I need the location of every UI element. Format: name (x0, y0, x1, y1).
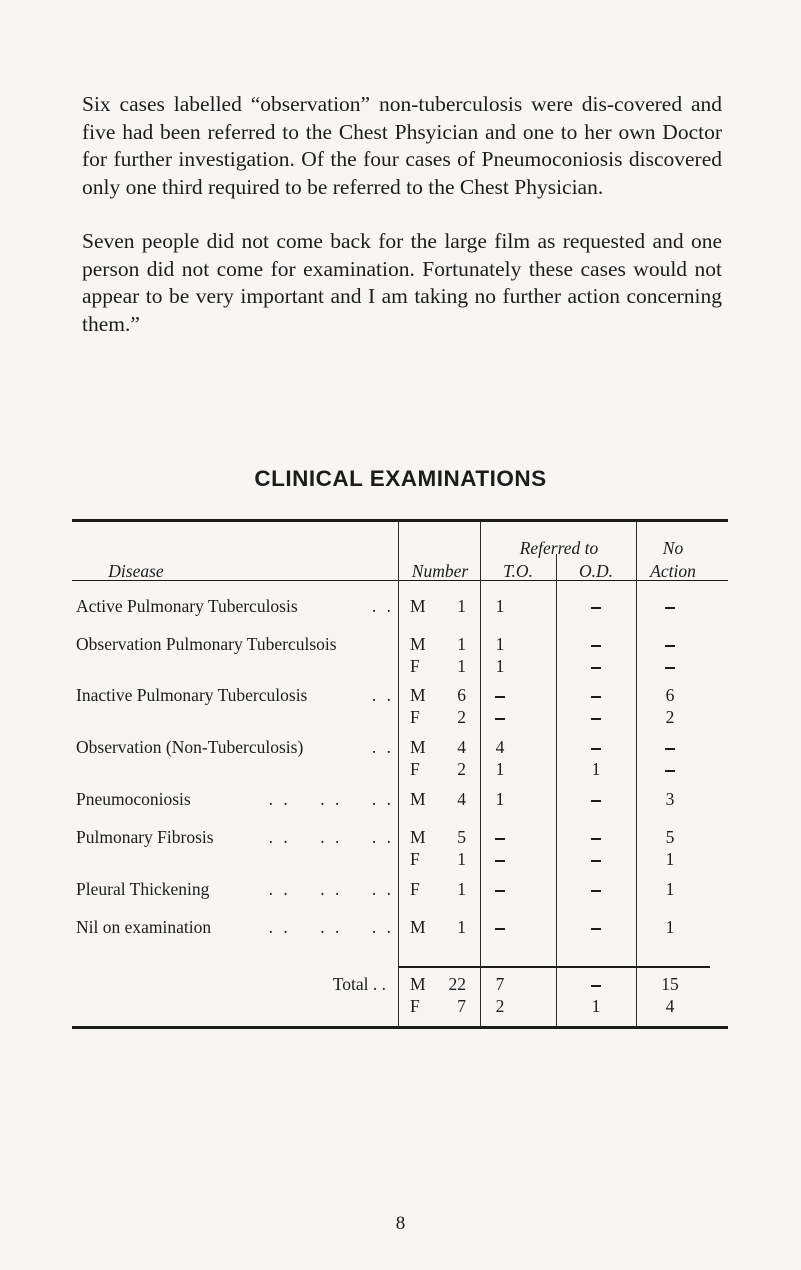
dash-mark (591, 838, 601, 840)
row-sex: M (410, 596, 426, 616)
total-no-action: 15 (661, 974, 679, 994)
header-referred-to: Referred to (519, 538, 599, 558)
row-referred-od (566, 915, 626, 939)
row-number: 1 (457, 917, 466, 937)
row-referred-to: 1 (495, 789, 505, 809)
row-referred-to: 1 (495, 656, 505, 676)
row-referred-od (566, 735, 626, 759)
dot-leader: . . (371, 596, 394, 616)
row-no-action (640, 757, 700, 781)
row-referred-od (566, 847, 626, 871)
dash-mark (495, 718, 505, 720)
dot-leader: . . (371, 685, 394, 705)
total-number: 7 (457, 996, 466, 1016)
row-sex: F (410, 759, 420, 779)
dash-mark (495, 928, 505, 930)
dash-mark (495, 838, 505, 840)
header-to: T.O. (503, 561, 533, 581)
header-number: Number (411, 561, 469, 581)
header-no-action-line1: No (662, 538, 684, 558)
row-referred-od (566, 632, 626, 656)
column-divider-od (556, 554, 557, 1026)
header-no-action-line2: Action (650, 561, 696, 581)
row-referred-od (566, 877, 626, 901)
row-referred-to: 4 (495, 737, 505, 757)
dot-leader: . . . . . . (268, 789, 394, 809)
total-no-action: 4 (665, 996, 675, 1016)
row-number: 1 (457, 596, 466, 616)
section-heading: CLINICAL EXAMINATIONS (254, 466, 547, 491)
dot-leader: . . . . . . (268, 879, 394, 899)
dash-mark (591, 860, 601, 862)
row-number: 2 (457, 707, 466, 727)
row-sex: F (410, 707, 420, 727)
dash-mark (495, 890, 505, 892)
dash-mark (591, 667, 601, 669)
row-referred-od (566, 683, 626, 707)
dash-mark (591, 748, 601, 750)
dot-leader: . . . . . . (268, 827, 394, 847)
column-divider-no-action (636, 521, 637, 1027)
dash-mark (591, 607, 601, 609)
row-sex: M (410, 827, 426, 847)
row-sex: M (410, 917, 426, 937)
dash-mark (591, 890, 601, 892)
row-sex: F (410, 849, 420, 869)
row-no-action: 3 (665, 789, 675, 809)
row-number: 1 (457, 656, 466, 676)
dot-leader: . . . . . . (268, 917, 394, 937)
total-label: Total . . (332, 974, 386, 994)
row-referred-od (566, 705, 626, 729)
total-referred-od (566, 972, 626, 996)
row-referred-to: 1 (495, 634, 505, 654)
dash-mark (591, 928, 601, 930)
row-number: 4 (457, 789, 466, 809)
row-number: 1 (457, 634, 466, 654)
total-number: 22 (448, 974, 466, 994)
row-no-action: 1 (665, 849, 675, 869)
dash-mark (665, 748, 675, 750)
row-number: 5 (457, 827, 466, 847)
row-sex: F (410, 879, 420, 899)
dash-mark (665, 667, 675, 669)
row-referred-od (566, 787, 626, 811)
total-sex: M (410, 974, 426, 994)
disease-label: Observation Pulmonary Tuberculsois (76, 634, 337, 654)
dash-mark (591, 645, 601, 647)
total-referred-to: 2 (495, 996, 505, 1016)
total-referred-to: 7 (495, 974, 505, 994)
row-no-action (640, 735, 700, 759)
dash-mark (495, 696, 505, 698)
row-referred-od (566, 654, 626, 678)
disease-label: Pleural Thickening . . . . . . (76, 879, 394, 899)
row-referred-to (470, 683, 530, 707)
row-sex: M (410, 634, 426, 654)
row-referred-to: 1 (495, 596, 505, 616)
header-od: O.D. (578, 561, 614, 581)
row-no-action (640, 594, 700, 618)
row-number: 1 (457, 849, 466, 869)
total-top-rule (398, 966, 710, 968)
row-no-action: 6 (665, 685, 675, 705)
total-referred-od: 1 (591, 996, 601, 1016)
row-sex: M (410, 737, 426, 757)
dash-mark (665, 770, 675, 772)
total-sex: F (410, 996, 420, 1016)
row-no-action: 1 (665, 917, 675, 937)
row-referred-to (470, 915, 530, 939)
row-sex: M (410, 789, 426, 809)
dash-mark (495, 860, 505, 862)
disease-label: Pulmonary Fibrosis . . . . . . (76, 827, 394, 847)
row-no-action: 5 (665, 827, 675, 847)
dash-mark (665, 607, 675, 609)
row-referred-to (470, 847, 530, 871)
disease-label: Nil on examination . . . . . . (76, 917, 394, 937)
row-sex: M (410, 685, 426, 705)
row-no-action (640, 654, 700, 678)
row-number: 2 (457, 759, 466, 779)
column-divider-number (398, 521, 399, 1027)
row-no-action (640, 632, 700, 656)
disease-label: Active Pulmonary Tuberculosis . . (76, 596, 394, 616)
table-top-rule (72, 519, 728, 522)
header-disease: Disease (108, 561, 164, 581)
dash-mark (591, 800, 601, 802)
dash-mark (591, 696, 601, 698)
disease-label: Observation (Non-Tuberculosis) . . (76, 737, 394, 757)
row-referred-to (470, 877, 530, 901)
paragraph-2: Seven people did not come back for the large film as requested and one person did not come for examination. Fortunately these cases would not appear to be very important and I am taking no further action concerning them.” (82, 229, 722, 336)
row-referred-od (566, 825, 626, 849)
row-no-action: 2 (665, 707, 675, 727)
row-no-action: 1 (665, 879, 675, 899)
row-referred-to (470, 825, 530, 849)
row-referred-od: 1 (591, 759, 601, 779)
paragraph-1: Six cases labelled “observation” non-tuberculosis were dis-covered and five had been referred to the Chest Phsyician and one to her own Doctor for further investigation. Of the four cases of Pneumoconiosis discovered only one third required to be referred to the Chest Physician. (82, 92, 722, 199)
dash-mark (665, 645, 675, 647)
row-sex: F (410, 656, 420, 676)
row-referred-to (470, 705, 530, 729)
dot-leader: . . (371, 737, 394, 757)
row-referred-to: 1 (495, 759, 505, 779)
page-number: 8 (395, 1213, 406, 1234)
dash-mark (591, 985, 601, 987)
table-bottom-rule (72, 1026, 728, 1029)
row-referred-od (566, 594, 626, 618)
dash-mark (591, 718, 601, 720)
disease-label: Inactive Pulmonary Tuberculosis . . (76, 685, 394, 705)
disease-label: Pneumoconiosis . . . . . . (76, 789, 394, 809)
row-number: 1 (457, 879, 466, 899)
row-number: 4 (457, 737, 466, 757)
row-number: 6 (457, 685, 466, 705)
